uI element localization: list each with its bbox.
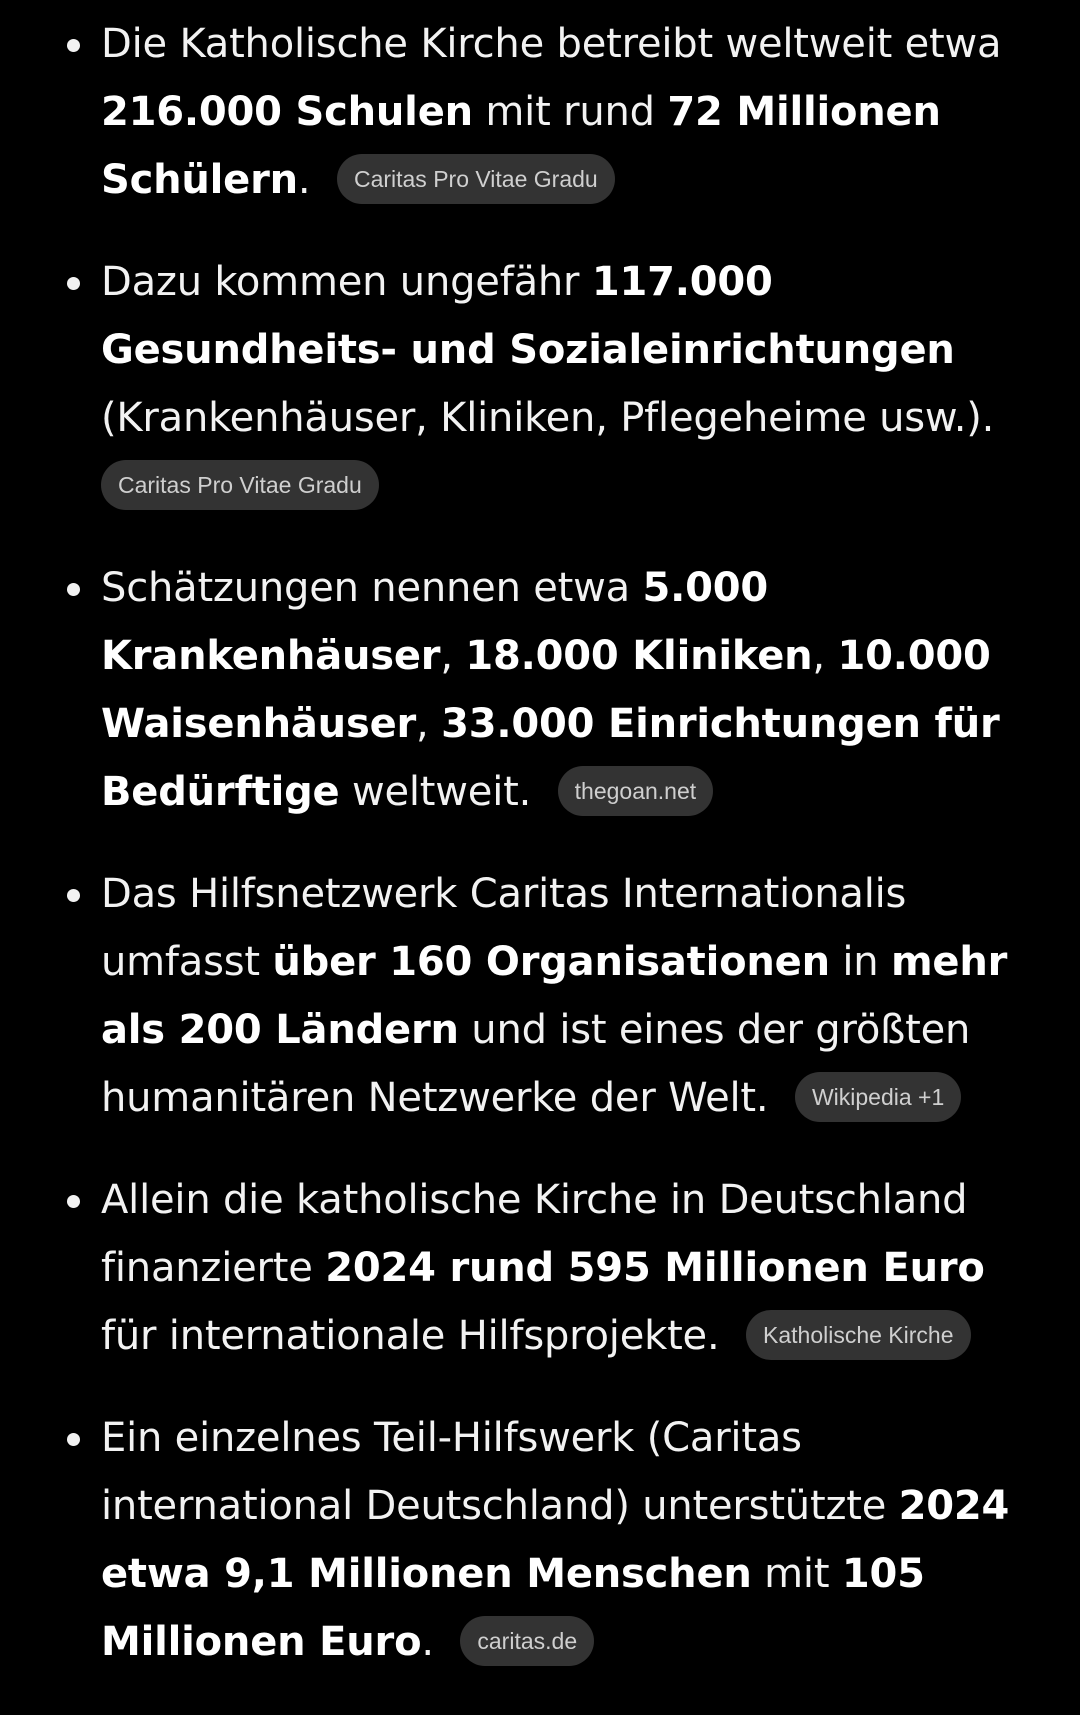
bold-text: 10.000 Waisenhäuser bbox=[101, 633, 991, 747]
body-text: , bbox=[440, 633, 466, 679]
body-text: Allein die katholische Kirche in Deutschland finanzierte bbox=[101, 1177, 968, 1291]
source-chip[interactable]: Caritas Pro Vitae Gradu bbox=[101, 460, 379, 510]
body-text: Dazu kommen ungefähr bbox=[101, 259, 592, 305]
body-text: , bbox=[416, 701, 442, 747]
bold-text: mehr als 200 Ländern bbox=[101, 939, 1008, 1053]
bullet-item bbox=[101, 10, 1030, 214]
bold-text: 2024 rund 595 Millionen Euro bbox=[325, 1245, 985, 1291]
source-chip[interactable]: thegoan.net bbox=[558, 766, 714, 816]
bold-text: 18.000 Kliniken bbox=[465, 633, 813, 679]
bullet-dot-icon bbox=[67, 889, 80, 902]
bullet-dot-icon bbox=[67, 1195, 80, 1208]
source-chip[interactable]: caritas.de bbox=[460, 1616, 594, 1666]
bold-text: über 160 Organisationen bbox=[272, 939, 830, 985]
body-text: (Krankenhäuser, Kliniken, Pflegeheime usw.). bbox=[101, 395, 995, 441]
bold-text: 5.000 Krankenhäuser bbox=[101, 565, 769, 679]
body-text: Ein einzelnes Teil-Hilfswerk (Caritas international Deutschland) unterstützte bbox=[101, 1415, 899, 1529]
source-chip[interactable]: Katholische Kirche bbox=[746, 1310, 971, 1360]
body-text: , bbox=[812, 633, 838, 679]
body-text: . bbox=[297, 157, 323, 203]
source-chip[interactable]: Caritas Pro Vitae Gradu bbox=[337, 154, 615, 204]
bullet-dot-icon bbox=[67, 1433, 80, 1446]
body-text: Schätzungen nennen etwa bbox=[101, 565, 643, 611]
bullet-item bbox=[101, 1404, 1030, 1676]
body-text: für internationale Hilfsprojekte. bbox=[101, 1313, 732, 1359]
body-text: in bbox=[829, 939, 891, 985]
bold-text: 105 Millionen Euro bbox=[101, 1551, 925, 1665]
body-text: weltweit. bbox=[339, 769, 544, 815]
bullet-list bbox=[101, 10, 1030, 1676]
bold-text: 117.000 Gesundheits- und Sozialeinrichtungen bbox=[101, 259, 955, 373]
source-chip[interactable]: Wikipedia +1 bbox=[795, 1072, 961, 1122]
body-text: und ist eines der größten humanitären Netzwerke der Welt. bbox=[101, 1007, 971, 1121]
bullet-item bbox=[101, 248, 1030, 520]
bullet-item bbox=[101, 1166, 1030, 1370]
body-text: Die Katholische Kirche betreibt weltweit etwa bbox=[101, 21, 1002, 67]
bullet-item bbox=[101, 554, 1030, 826]
bullet-dot-icon bbox=[67, 277, 80, 290]
bullet-dot-icon bbox=[67, 583, 80, 596]
body-text: mit bbox=[751, 1551, 842, 1597]
bold-text: 2024 etwa 9,1 Millionen Menschen bbox=[101, 1483, 1010, 1597]
body-text: Das Hilfsnetzwerk Caritas Internationalis umfasst bbox=[101, 871, 907, 985]
bullet-item bbox=[101, 860, 1030, 1132]
body-text: . bbox=[421, 1619, 447, 1665]
bold-text: 33.000 Einrichtungen für Bedürftige bbox=[101, 701, 1000, 815]
bold-text: 72 Millionen Schülern bbox=[101, 89, 941, 203]
bullet-dot-icon bbox=[67, 39, 80, 52]
body-text: mit rund bbox=[472, 89, 668, 135]
bold-text: 216.000 Schulen bbox=[101, 89, 473, 135]
